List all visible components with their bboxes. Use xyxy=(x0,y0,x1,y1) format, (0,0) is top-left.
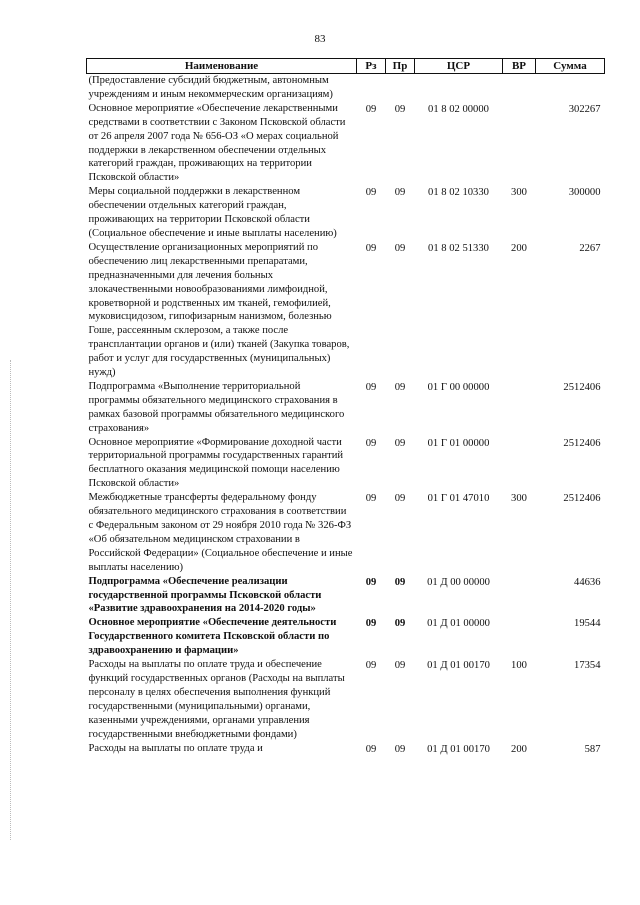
cell-pr: 09 xyxy=(394,242,406,254)
header-csr: ЦСР xyxy=(415,59,503,74)
cell-csr: 01 Д 00 00000 xyxy=(427,576,490,588)
cell-csr: 01 8 02 00000 xyxy=(428,103,489,115)
header-pr: Пр xyxy=(386,59,415,74)
cell-pr xyxy=(386,74,415,102)
cell-vr: 300 xyxy=(511,493,527,505)
cell-vr: 300 xyxy=(511,187,527,199)
cell-sum: 2512406 xyxy=(563,493,601,505)
cell-pr: 09 xyxy=(394,103,406,115)
table-row xyxy=(87,241,605,380)
cell-rz: 09 xyxy=(365,242,377,254)
cell-csr: 01 Д 01 00170 xyxy=(427,743,490,755)
cell-vr xyxy=(503,616,536,658)
cell-rz: 09 xyxy=(365,576,377,588)
cell-pr: 09 xyxy=(394,618,406,630)
cell-sum: 2512406 xyxy=(563,381,601,393)
cell-csr xyxy=(415,74,503,102)
cell-vr xyxy=(503,74,536,102)
table-row xyxy=(87,74,605,102)
cell-name: Основное мероприятие «Обеспечение лекарственными средствами в соответствии с Законом Псковской области от 26 апреля 2007 года № 656-ОЗ «О мерах социальной поддержки в лекарственном обеспечении отдельных категорий граждан, проживающих на территории Псковской области» xyxy=(88,102,346,184)
cell-name: Расходы на выплаты по оплате труда и xyxy=(88,742,263,754)
header-rz: Рз xyxy=(357,59,386,74)
table-header-row xyxy=(87,59,605,74)
cell-pr: 09 xyxy=(394,437,406,449)
cell-name: Подпрограмма «Обеспечение реализации государственной программы Псковской области «Развитие здравоохранения на 2014-2020 годы» xyxy=(88,575,322,615)
cell-csr: 01 Г 00 00000 xyxy=(427,381,490,393)
cell-csr: 01 Д 01 00170 xyxy=(427,660,490,672)
cell-sum: 587 xyxy=(584,743,601,755)
table-row xyxy=(87,575,605,617)
cell-sum: 2267 xyxy=(579,242,601,254)
cell-rz: 09 xyxy=(365,381,377,393)
page-number: 83 xyxy=(314,33,326,45)
cell-name: Расходы на выплаты по оплате труда и обеспечение функций государственных органов (Расходы на выплаты персоналу в целях обеспечения выполнения функций государственными (муниципальными) органами, казенными учреждениями, органами управления государственными внебюджетными фондами) xyxy=(88,659,345,740)
cell-pr: 09 xyxy=(394,381,406,393)
cell-rz: 09 xyxy=(365,437,377,449)
cell-csr: 01 Д 01 00000 xyxy=(427,618,490,630)
cell-rz xyxy=(357,74,386,102)
cell-sum: 302267 xyxy=(568,103,601,115)
budget-table xyxy=(86,58,605,756)
cell-rz: 09 xyxy=(365,660,377,672)
table-row xyxy=(87,380,605,436)
cell-pr: 09 xyxy=(394,743,406,755)
cell-rz: 09 xyxy=(365,103,377,115)
cell-rz: 09 xyxy=(365,618,377,630)
cell-pr: 09 xyxy=(394,493,406,505)
table-row xyxy=(87,742,605,757)
cell-pr: 09 xyxy=(394,660,406,672)
scan-edge-line xyxy=(10,360,12,840)
cell-vr xyxy=(503,102,536,185)
table-row xyxy=(87,658,605,741)
cell-csr: 01 Г 01 47010 xyxy=(427,493,490,505)
cell-vr: 200 xyxy=(511,743,527,755)
cell-pr: 09 xyxy=(394,187,406,199)
cell-vr: 100 xyxy=(511,660,527,672)
cell-name: (Предоставление субсидий бюджетным, автономным учреждениям и иным некоммерческим организациям) xyxy=(88,75,333,100)
table-row xyxy=(87,185,605,241)
cell-csr: 01 Г 01 00000 xyxy=(427,437,490,449)
cell-rz: 09 xyxy=(365,743,377,755)
cell-name: Межбюджетные трансферты федеральному фонду обязательного медицинского страхования в соответствии с Федеральным законом от 29 ноября 2010 года № 326-ФЗ «Об обязательном медицинском страховании в Российской Федерации» (Социальное обеспечение и иные выплаты населению) xyxy=(88,492,353,573)
cell-vr xyxy=(503,380,536,436)
cell-sum: 2512406 xyxy=(563,437,601,449)
cell-name: Меры социальной поддержки в лекарственном обеспечении отдельных категорий граждан, проживающих на территории Псковской области (Социальное обеспечение и иные выплаты населению) xyxy=(88,186,337,239)
table-row xyxy=(87,491,605,574)
table-row xyxy=(87,102,605,185)
header-vr: ВР xyxy=(503,59,536,74)
cell-vr xyxy=(503,575,536,617)
cell-pr: 09 xyxy=(394,576,406,588)
table-row xyxy=(87,616,605,658)
cell-sum xyxy=(536,74,605,102)
cell-sum: 17354 xyxy=(574,660,601,672)
cell-csr: 01 8 02 51330 xyxy=(428,242,489,254)
header-name: Наименование xyxy=(87,59,357,74)
cell-sum: 19544 xyxy=(574,618,601,630)
cell-name: Подпрограмма «Выполнение территориальной программы обязательного медицинского страхования в рамках базовой программы обязательного медицинского страхования» xyxy=(88,380,345,434)
cell-rz: 09 xyxy=(365,493,377,505)
cell-name: Осуществление организационных мероприятий по обеспечению лиц лекарственными препаратами, предназначенными для лечения больных злокачественными новообразованиями лимфоидной, кроветворной и родственных им тканей, гемофилией, муковисцидозом, гипофизарным нанизмом, болезнью Гоше, рассеянным склерозом, а также после трансплантации органов и (или) тканей (Закупка товаров, работ и услуг для государственных (муниципальных) нужд) xyxy=(88,241,350,379)
cell-sum: 300000 xyxy=(568,187,601,199)
cell-name: Основное мероприятие «Формирование доходной части территориальной программы государственных гарантий бесплатного оказания медицинской помощи населению Псковской области» xyxy=(88,436,344,490)
cell-vr: 200 xyxy=(511,242,527,254)
table-row xyxy=(87,436,605,492)
cell-csr: 01 8 02 10330 xyxy=(428,187,489,199)
cell-rz: 09 xyxy=(365,187,377,199)
cell-name: Основное мероприятие «Обеспечение деятельности Государственного комитета Псковской области по здравоохранению и фармации» xyxy=(88,617,337,657)
cell-vr xyxy=(503,436,536,492)
header-sum: Сумма xyxy=(536,59,605,74)
cell-sum: 44636 xyxy=(574,576,601,588)
